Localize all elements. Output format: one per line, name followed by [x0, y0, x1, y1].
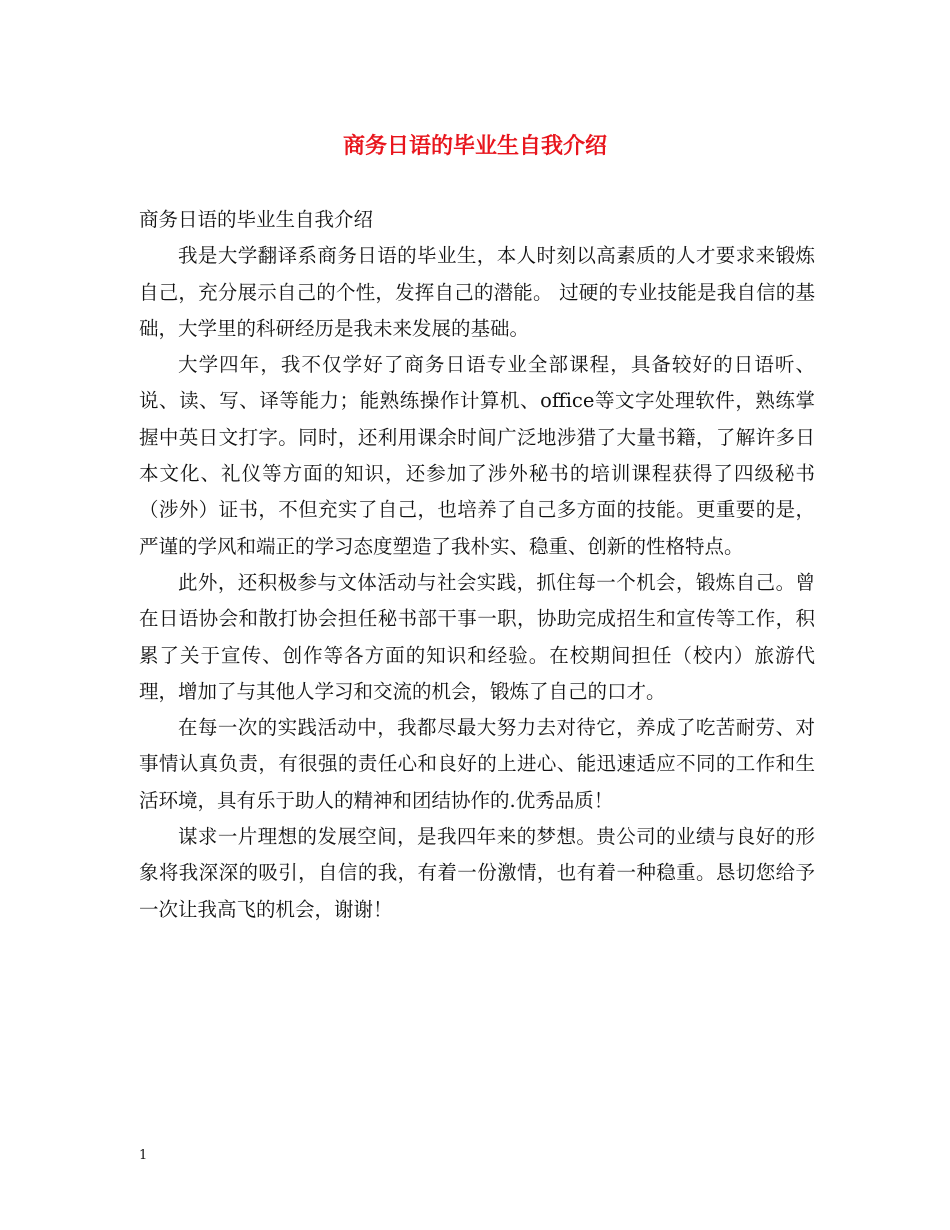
- paragraph-2: 大学四年，我不仅学好了商务日语专业全部课程，具备较好的日语听、说、读、写、译等能力；能熟练操作计算机、office等文字处理软件，熟练掌握中英日文打字。同时，还利用课余时间广泛地涉猎了大量书籍，了解许多日本文化、礼仪等方面的知识，还参加了涉外秘书的培训课程获得了四级秘书（涉外）证书，不但充实了自己，也培养了自己多方面的技能。更重要的是，严谨的学风和端正的学习态度塑造了我朴实、稳重、创新的性格特点。: [139, 353, 815, 558]
- document-subtitle: 商务日语的毕业生自我介绍: [139, 208, 374, 231]
- paragraph-3: 此外，还积极参与文体活动与社会实践，抓住每一个机会，锻炼自己。曾在日语协会和散打协会担任秘书部干事一职，协助完成招生和宣传等工作，积累了关于宣传、创作等各方面的知识和经验。在校期间担任（校内）旅游代理，增加了与其他人学习和交流的机会，锻炼了自己的口才。: [139, 570, 815, 703]
- paragraph-5: 谋求一片理想的发展空间，是我四年来的梦想。贵公司的业绩与良好的形象将我深深的吸引，自信的我，有着一份激情，也有着一种稳重。恳切您给予一次让我高飞的机会，谢谢！: [139, 825, 815, 921]
- page-title: 商务日语的毕业生自我介绍: [342, 134, 607, 159]
- paragraph-4: 在每一次的实践活动中，我都尽最大努力去对待它，养成了吃苦耐劳、对事情认真负责，有很强的责任心和良好的上进心、能迅速适应不同的工作和生活环境，具有乐于助人的精神和团结协作的.优秀品质！: [139, 716, 815, 812]
- document-body: [139, 202, 815, 928]
- page-number: 1: [139, 1148, 148, 1163]
- paragraph-1: 我是大学翻译系商务日语的毕业生，本人时刻以高素质的人才要求来锻炼自己，充分展示自己的个性，发挥自己的潜能。 过硬的专业技能是我自信的基础，大学里的科研经历是我未来发展的基础。: [139, 244, 815, 340]
